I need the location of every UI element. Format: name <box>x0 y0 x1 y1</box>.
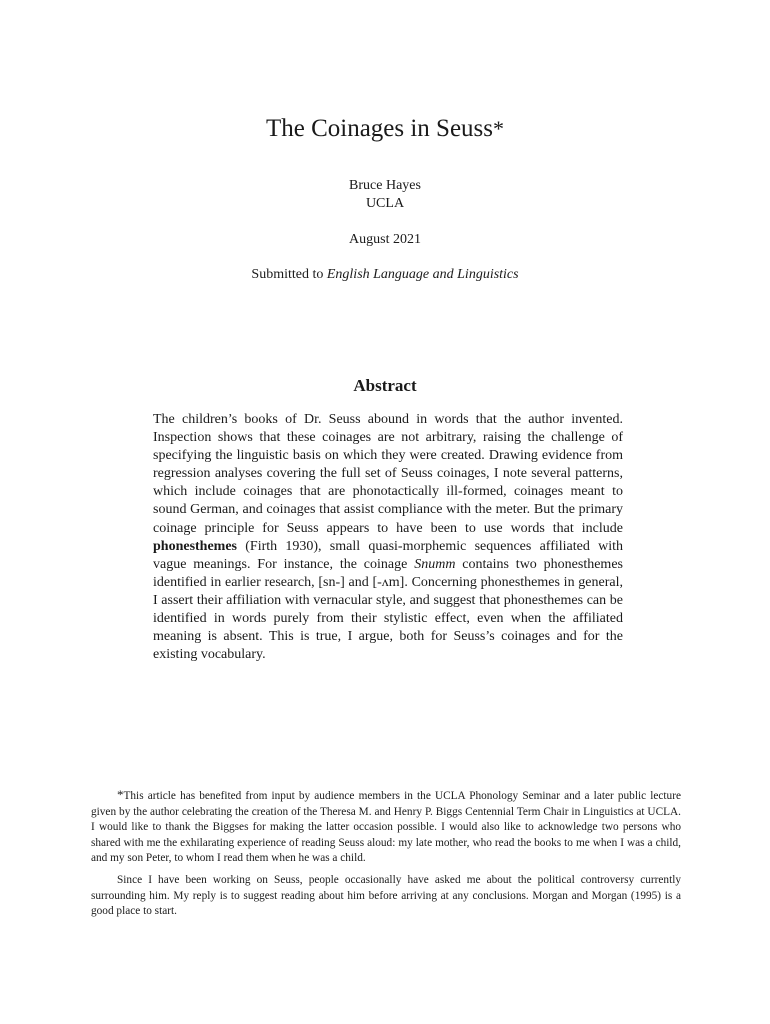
abstract-term: phonesthemes <box>153 538 238 554</box>
paper-date: August 2021 <box>349 232 421 247</box>
author-name: Bruce Hayes <box>349 178 421 193</box>
abstract-heading: Abstract <box>353 376 417 395</box>
footnote-1-text: This article has benefited from input by audience members in the UCLA Phonology Seminar and a later public lecture given by the author celebrating the creation of the Theresa M. and Henry P. Biggs Centennial Term Chair in Linguistics at UCLA. I would like to thank the Biggses for making the latter occasion possible. I would also like to acknowledge two persons who shared with me the exhilarating experience of reading Seuss aloud: my late mother, who read the books to me when I was a child, and my son Peter, to whom I read them when he was a child. <box>91 790 681 864</box>
abstract-text-3: contains two phonesthemes identified in earlier research, [sn-] and [-ʌm]. Concerning phonesthemes in general, I assert their affiliation with vernacular style, and suggest that phonesthemes can be identified in words purely from their stylistic effect, even when the affiliated meaning is absent. This is true, I argue, both for Seuss’s coinages and for the existing vocabulary. <box>153 556 623 663</box>
abstract-text-2: (Firth 1930), small quasi-morphemic sequences affiliated with vague meanings. For instance, the coinage <box>153 538 623 572</box>
author-affiliation: UCLA <box>365 196 405 211</box>
submission-note <box>0 266 770 284</box>
footnote-mark: * <box>117 787 124 802</box>
title-text: The Coinages in Seuss <box>265 115 494 142</box>
title-footnote-mark: * <box>493 116 505 141</box>
footnote-2-text: Since I have been working on Seuss, people occasionally have asked me about the political controversy currently surrounding him. My reply is to suggest reading about him before arriving at any conclusions. Morgan and Morgan (1995) is a good place to start. <box>91 874 681 917</box>
journal-name: English Language and Linguistics <box>326 267 519 282</box>
footnote-acknowledgments <box>91 787 681 867</box>
abstract-example-word: Snumm <box>414 556 456 572</box>
abstract-text-1: The children’s books of Dr. Seuss abound in words that the author invented. Inspection shows that these coinages are not arbitrary, raising the challenge of specifying the linguistic basis on which they were created. Drawing evidence from regression analyses covering the full set of Seuss coinages, I note several patterns, which include coinages that are phonotactically ill-formed, coinages meant to sound German, and coinages that assist compliance with the meter. But the primary coinage principle for Seuss appears to have been to use words that include <box>153 412 623 536</box>
abstract-body <box>153 411 623 664</box>
submitted-prefix: Submitted to <box>251 267 327 282</box>
footnote-controversy <box>91 873 681 920</box>
paper-title <box>0 114 770 144</box>
